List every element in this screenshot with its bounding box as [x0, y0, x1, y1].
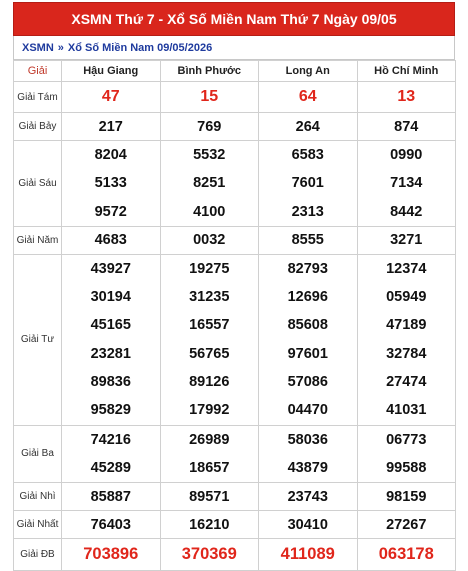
prize-number: 06773 [386, 431, 427, 448]
table-header-row [14, 61, 456, 82]
prize-row-nhi [14, 483, 456, 511]
prize-cell [357, 425, 456, 483]
breadcrumb-separator: » [57, 41, 64, 54]
prize-number: 45289 [90, 459, 131, 476]
prize-number: 4100 [193, 203, 226, 220]
prize-number: 04470 [287, 402, 328, 419]
prize-number: 6583 [291, 147, 324, 163]
special-prize-number: 411089 [259, 539, 358, 571]
column-header-province[interactable]: Bình Phước [160, 61, 259, 82]
prize-number: 89126 [189, 374, 230, 391]
prize-number: 23743 [259, 483, 358, 511]
prize-number: 58036 [287, 431, 328, 448]
column-header-prize: Giải [14, 61, 62, 82]
prize-number: 89836 [90, 374, 131, 391]
prize-number: 8251 [193, 175, 226, 192]
prize-number: 30194 [90, 289, 131, 306]
prize-number: 64 [259, 82, 358, 113]
prize-cell [357, 141, 456, 227]
prize-row-db [14, 539, 456, 571]
prize-number: 264 [259, 113, 358, 141]
prize-cell [357, 254, 456, 425]
results-panel [13, 2, 455, 571]
prize-label: Giải Bảy [14, 113, 62, 141]
prize-number: 76403 [62, 511, 161, 539]
breadcrumb [13, 36, 455, 60]
prize-number: 17992 [189, 402, 230, 419]
prize-number: 57086 [287, 374, 328, 391]
prize-number: 16557 [189, 317, 230, 334]
prize-row-tam [14, 82, 456, 113]
column-header-province[interactable]: Hồ Chí Minh [357, 61, 456, 82]
prize-number: 32784 [386, 345, 427, 362]
prize-number: 8204 [94, 147, 127, 163]
prize-number: 16210 [160, 511, 259, 539]
prize-row-ba [14, 425, 456, 483]
prize-cell [259, 141, 358, 227]
prize-number: 27267 [357, 511, 456, 539]
prize-number: 18657 [189, 459, 230, 476]
column-header-province[interactable]: Hậu Giang [62, 61, 161, 82]
prize-number: 05949 [386, 289, 427, 306]
prize-number: 99588 [386, 459, 427, 476]
prize-number: 82793 [287, 260, 328, 277]
prize-number: 5532 [193, 147, 226, 163]
prize-number: 15 [160, 82, 259, 113]
prize-number: 74216 [90, 431, 131, 448]
prize-number: 0990 [390, 147, 423, 163]
prize-number: 85608 [287, 317, 328, 334]
prize-label: Giải Ba [14, 425, 62, 483]
column-header-province[interactable]: Long An [259, 61, 358, 82]
prize-number: 30410 [259, 511, 358, 539]
prize-number: 41031 [386, 402, 427, 419]
prize-label: Giải ĐB [14, 539, 62, 571]
prize-number: 0032 [160, 226, 259, 254]
prize-number: 47189 [386, 317, 427, 334]
prize-label: Giải Sáu [14, 141, 62, 227]
prize-number: 3271 [357, 226, 456, 254]
prize-number: 47 [62, 82, 161, 113]
prize-number: 56765 [189, 345, 230, 362]
prize-row-nam [14, 226, 456, 254]
prize-number: 8555 [259, 226, 358, 254]
prize-row-sau [14, 141, 456, 227]
prize-number: 874 [357, 113, 456, 141]
prize-label: Giải Năm [14, 226, 62, 254]
prize-row-tu [14, 254, 456, 425]
prize-number: 5133 [94, 175, 127, 192]
prize-label: Giải Nhất [14, 511, 62, 539]
prize-number: 13 [357, 82, 456, 113]
prize-cell [160, 425, 259, 483]
prize-number: 19275 [189, 260, 230, 277]
breadcrumb-current-link[interactable]: Xổ Số Miền Nam 09/05/2026 [67, 41, 213, 54]
prize-cell [160, 254, 259, 425]
prize-number: 43927 [90, 260, 131, 277]
prize-number: 12374 [386, 260, 427, 277]
prize-number: 7601 [291, 175, 324, 192]
special-prize-number: 063178 [357, 539, 456, 571]
prize-label: Giải Nhì [14, 483, 62, 511]
results-table [13, 60, 456, 571]
prize-cell [160, 141, 259, 227]
prize-label: Giải Tám [14, 82, 62, 113]
prize-row-nhat [14, 511, 456, 539]
prize-number: 769 [160, 113, 259, 141]
prize-number: 12696 [287, 289, 328, 306]
prize-number: 26989 [189, 431, 230, 448]
prize-number: 31235 [189, 289, 230, 306]
prize-number: 9572 [94, 203, 127, 220]
prize-number: 217 [62, 113, 161, 141]
prize-number: 98159 [357, 483, 456, 511]
prize-number: 7134 [390, 175, 423, 192]
prize-number: 2313 [291, 203, 324, 220]
prize-number: 85887 [62, 483, 161, 511]
prize-number: 27474 [386, 374, 427, 391]
prize-number: 43879 [287, 459, 328, 476]
prize-cell [62, 141, 161, 227]
prize-row-bay [14, 113, 456, 141]
special-prize-number: 703896 [62, 539, 161, 571]
prize-number: 4683 [62, 226, 161, 254]
prize-cell [259, 425, 358, 483]
prize-cell [259, 254, 358, 425]
prize-number: 97601 [287, 345, 328, 362]
breadcrumb-home-link[interactable]: XSMN [22, 41, 54, 54]
special-prize-number: 370369 [160, 539, 259, 571]
prize-number: 8442 [390, 203, 423, 220]
prize-number: 23281 [90, 345, 131, 362]
prize-cell [62, 254, 161, 425]
page-title: XSMN Thứ 7 - Xổ Số Miền Nam Thứ 7 Ngày 09/05 [13, 2, 455, 36]
prize-number: 89571 [160, 483, 259, 511]
prize-cell [62, 425, 161, 483]
prize-number: 95829 [90, 402, 131, 419]
prize-label: Giải Tư [14, 254, 62, 425]
prize-number: 45165 [90, 317, 131, 334]
